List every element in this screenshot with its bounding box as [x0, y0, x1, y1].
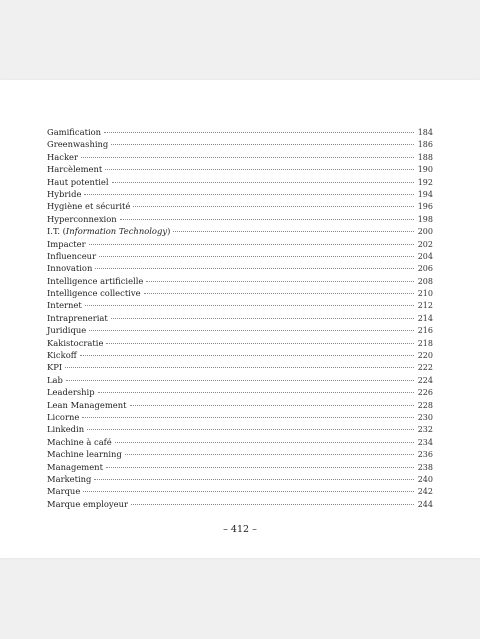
toc-entry [47, 126, 433, 138]
toc-entry [47, 349, 433, 361]
toc-entry-label: Linkedin [47, 424, 85, 435]
dot-leader [98, 392, 414, 393]
toc-entry-label: Kakistocratie [47, 337, 104, 348]
toc-entry-page: 240 [417, 474, 433, 484]
toc-entry-page: 230 [417, 412, 433, 422]
book-page [0, 80, 480, 558]
dot-leader [111, 144, 414, 145]
toc-entry-label: Intrapreneriat [47, 312, 108, 323]
toc-entry-page: 206 [417, 264, 433, 274]
toc-entry-label: Innovation [47, 263, 93, 274]
toc-entry [47, 411, 433, 423]
dot-leader [111, 318, 414, 319]
toc-entry-label: Internet [47, 300, 82, 311]
toc-entry-label: Marque employeur [47, 498, 129, 509]
toc-entry [47, 238, 433, 250]
toc-entry-page: 184 [417, 128, 433, 137]
toc-entry-label: Hybride [47, 188, 82, 199]
toc-entry [47, 436, 433, 448]
toc-entry [47, 262, 433, 274]
toc-entry-label: Lean Management [47, 399, 127, 410]
dot-leader [87, 429, 414, 430]
dot-leader [104, 132, 414, 133]
toc-entry-label: Hygiène et sécurité [47, 201, 131, 212]
dot-leader [82, 417, 414, 418]
toc-entry-label: KPI [47, 362, 63, 373]
dot-leader [146, 281, 414, 282]
dot-leader [133, 206, 414, 207]
toc-entry-page: 224 [417, 375, 433, 385]
toc-entry-page: 192 [417, 177, 433, 187]
toc-entry-label: Licorne [47, 411, 80, 422]
toc-entry-label: Leadership [47, 387, 95, 398]
toc-entry [47, 200, 433, 212]
toc-entry-page: 220 [417, 351, 433, 361]
toc-entry-page: 238 [417, 462, 433, 472]
dot-leader [81, 157, 414, 158]
toc-entry [47, 374, 433, 386]
toc-entry [47, 498, 433, 510]
toc-entry-label: Lab [47, 374, 63, 385]
toc-entry [47, 176, 433, 188]
toc-entry-label: Marque [47, 486, 81, 497]
toc-entry-label: Marketing [47, 473, 92, 484]
dot-leader [65, 367, 414, 368]
toc-entry-label: Greenwashing [47, 139, 109, 150]
dot-leader [89, 244, 414, 245]
toc-entry [47, 163, 433, 175]
toc-entry-label: Gamification [47, 127, 102, 137]
toc-entry [47, 324, 433, 336]
dot-leader [83, 491, 414, 492]
toc-entry [47, 225, 433, 237]
toc-entry-label: Machine learning [47, 449, 122, 460]
toc-entry [47, 188, 433, 200]
toc-entry-page: 242 [417, 487, 433, 497]
toc-entry [47, 151, 433, 163]
dot-leader [94, 479, 414, 480]
toc-entry-label: Intelligence collective [47, 288, 141, 299]
toc-entry-page: 198 [417, 214, 433, 224]
toc-entry-page: 222 [417, 363, 433, 373]
toc-entry-page: 190 [417, 165, 433, 175]
toc-entry-page: 204 [417, 251, 433, 261]
dot-leader [106, 343, 414, 344]
toc-entry [47, 399, 433, 411]
toc-entry [47, 485, 433, 497]
dot-leader [89, 330, 414, 331]
toc-entry [47, 275, 433, 287]
dot-leader [66, 380, 414, 381]
page-number: – 412 – [223, 524, 257, 535]
toc-entry-page: 208 [417, 276, 433, 286]
dot-leader [173, 231, 414, 232]
toc-entry-page: 210 [417, 289, 433, 299]
toc-entry-page: 188 [417, 152, 433, 162]
dot-leader [106, 467, 414, 468]
toc-entry-page: 202 [417, 239, 433, 249]
toc-entry [47, 473, 433, 485]
dot-leader [131, 504, 414, 505]
toc-entry-label: Kickoff [47, 350, 77, 361]
toc-entry-label: Juridique [47, 325, 87, 336]
toc-entry-page: 216 [417, 326, 433, 336]
toc-entry-label: I.T. (Information Technology) [47, 226, 171, 237]
toc-entry-page: 234 [417, 437, 433, 447]
toc-entry-label: Hyperconnexion [47, 213, 117, 224]
dot-leader [84, 194, 414, 195]
toc-entry-page: 194 [417, 189, 433, 199]
dot-leader [85, 305, 414, 306]
dot-leader [125, 454, 414, 455]
toc-entry-page: 214 [417, 313, 433, 323]
dot-leader [115, 442, 414, 443]
toc-entry-page: 212 [417, 301, 433, 311]
toc-entry [47, 361, 433, 373]
table-of-contents [47, 126, 433, 510]
toc-entry-page: 186 [417, 140, 433, 150]
dot-leader [130, 405, 415, 406]
toc-entry-page: 232 [417, 425, 433, 435]
dot-leader [112, 182, 414, 183]
toc-entry [47, 213, 433, 225]
toc-entry-label: Intelligence artificielle [47, 275, 144, 286]
toc-entry [47, 250, 433, 262]
toc-entry-label: Impacter [47, 238, 86, 249]
toc-entry-label: Harcèlement [47, 164, 103, 175]
toc-entry [47, 299, 433, 311]
toc-entry-page: 196 [417, 202, 433, 212]
toc-entry [47, 423, 433, 435]
toc-entry-page: 218 [417, 338, 433, 348]
toc-entry-label: Machine à café [47, 436, 112, 447]
toc-entry-page: 244 [417, 499, 433, 509]
toc-entry-label: Influenceur [47, 250, 97, 261]
toc-entry [47, 386, 433, 398]
toc-entry-label: Haut potentiel [47, 176, 109, 187]
toc-entry-page: 200 [417, 227, 433, 237]
toc-entry [47, 448, 433, 460]
toc-entry-page: 226 [417, 388, 433, 398]
toc-entry [47, 312, 433, 324]
toc-entry-label: Management [47, 461, 103, 472]
toc-entry-page: 236 [417, 450, 433, 460]
dot-leader [80, 355, 414, 356]
toc-entry [47, 287, 433, 299]
toc-entry [47, 337, 433, 349]
toc-entry-label: Hacker [47, 151, 79, 162]
toc-entry-page: 228 [417, 400, 433, 410]
dot-leader [105, 169, 414, 170]
toc-entry [47, 138, 433, 150]
dot-leader [99, 256, 414, 257]
dot-leader [120, 219, 414, 220]
toc-entry [47, 461, 433, 473]
dot-leader [144, 293, 414, 294]
dot-leader [95, 268, 414, 269]
